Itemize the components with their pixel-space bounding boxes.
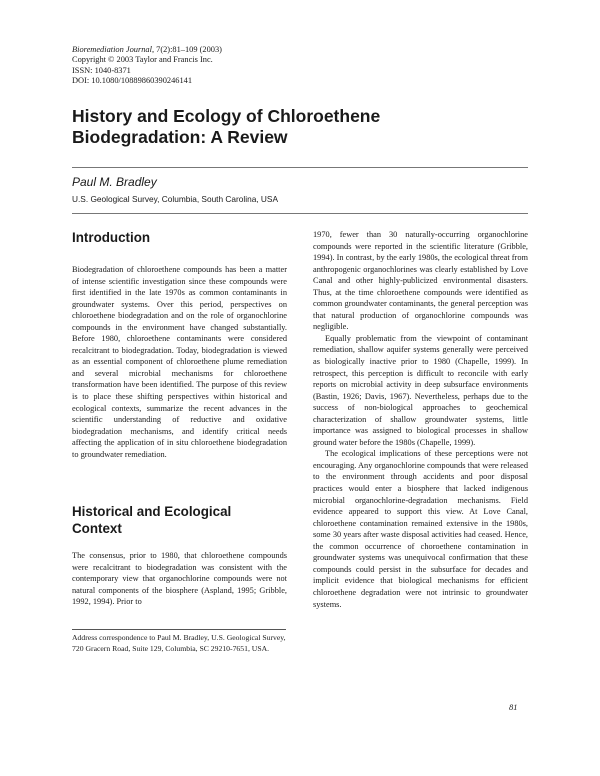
journal-header <box>72 45 222 87</box>
introduction-paragraph: Biodegradation of chloroethene compounds has been a matter of intense scientific investigation since these compounds were first identified in the late 1970s as common contaminants in groundwater systems. Over this period, perspectives on chloroethene biodegradation and on the role of organochlorine compounds in the environment have changed substantially. Before 1980, chloroethene contaminants were considered recalcitrant to biodegradation. Today, biodegradation is viewed as an essential component of chloroethene plume remediation and several microbial mechanisms for chloroethene transformation have been identified. The purpose of this review is to place these shifting perspectives within historical and ecological contexts, summarize the recent advances in the scientific understanding of reductive and oxidative biodegradation mechanisms, and identify critical needs affecting the application of in situ chloroethene biodegradation to groundwater remediation. <box>72 265 287 459</box>
historical-paragraph-1-start: The consensus, prior to 1980, that chloroethene compounds were recalcitrant to biodegradation was consistent with the contemporary view that organochlorine compounds were not natural components of the biosphere (Aspland, 1995; Gribble, 1992, 1994). Prior to <box>72 551 287 607</box>
historical-paragraph-3: The ecological implications of these perceptions were not encouraging. Any organochlorine compounds that were released to the environment through accidents and poor disposal practices would enter a biosphere that lacked indigenous microbial organochlorine-degradation mechanisms. Field evidence appeared to support this view. At Love Canal, chloroethene contamination remained extensive in the 1980s, some 30 years after waste disposal activities had ceased. Hence, the common occurrence of choroethene contamination in groundwater systems was unequivocal confirmation that these compounds could persist in the subsurface for decades and implicit evidence that biological mechanisms for efficient chloroethene degradation were not intrinsic to groundwater systems. <box>313 449 528 609</box>
issn-line: ISSN: 1040-8371 <box>72 65 131 75</box>
footnote-rule <box>72 629 286 630</box>
article-title <box>72 106 492 148</box>
journal-citation <box>72 45 222 55</box>
affiliation-rule <box>72 213 528 214</box>
historical-heading-line-1: Historical and Ecological <box>72 504 232 519</box>
historical-heading-line-2: Context <box>72 521 122 536</box>
author-name: Paul M. Bradley <box>72 175 157 189</box>
copyright-line: Copyright © 2003 Taylor and Francis Inc. <box>72 55 213 65</box>
correspondence-footnote: Address correspondence to Paul M. Bradley, U.S. Geological Survey, 720 Gracern Road, Suite 129, Columbia, SC 29210-7651, USA. <box>72 633 286 654</box>
page-number: 81 <box>509 703 518 712</box>
historical-paragraph-1-cont: 1970, fewer than 30 naturally-occurring organochlorine compounds were reported in the scientific literature (Gribble, 1994). In contrast, by the early 1980s, the ecological threat from anthropogenic organochlorines was clearly established by Love Canal and other highly-publicized environmental disasters. Thus, at the time chloroethene compounds were identified as common groundwater contaminants, the general perception was that natural production of organochlorine compounds was negligible. <box>313 230 528 332</box>
volume-pages: , 7(2):81–109 (2003) <box>151 45 222 54</box>
title-line-2: Biodegradation: A Review <box>72 127 288 147</box>
historical-heading <box>72 503 231 537</box>
historical-body-left <box>72 550 287 608</box>
introduction-body <box>72 264 287 460</box>
historical-paragraph-2: Equally problematic from the viewpoint of contaminant remediation, shallow aquifer systems generally were perceived as biologically inactive prior to 1980 (Chapelle, 1999). In retrospect, this perception is difficult to reconcile with early reports on microbial activity in deep subsurface environments (Bastin, 1926; Davis, 1967). Nevertheless, perhaps due to the success of non-biological approaches to geochemical characterization of shallow groundwater systems, little importance was assigned to biological processes in shallow ground water before the 1980s (Chapelle, 1999). <box>313 333 528 447</box>
introduction-heading: Introduction <box>72 230 151 245</box>
author-affiliation: U.S. Geological Survey, Columbia, South Carolina, USA <box>72 194 278 204</box>
doi-line: DOI: 10.1080/10889860390246141 <box>72 76 193 86</box>
historical-body-right <box>313 229 528 610</box>
journal-name: Bioremediation Journal <box>72 45 152 54</box>
title-rule <box>72 167 528 168</box>
title-line-1: History and Ecology of Chloroethene <box>72 106 381 126</box>
